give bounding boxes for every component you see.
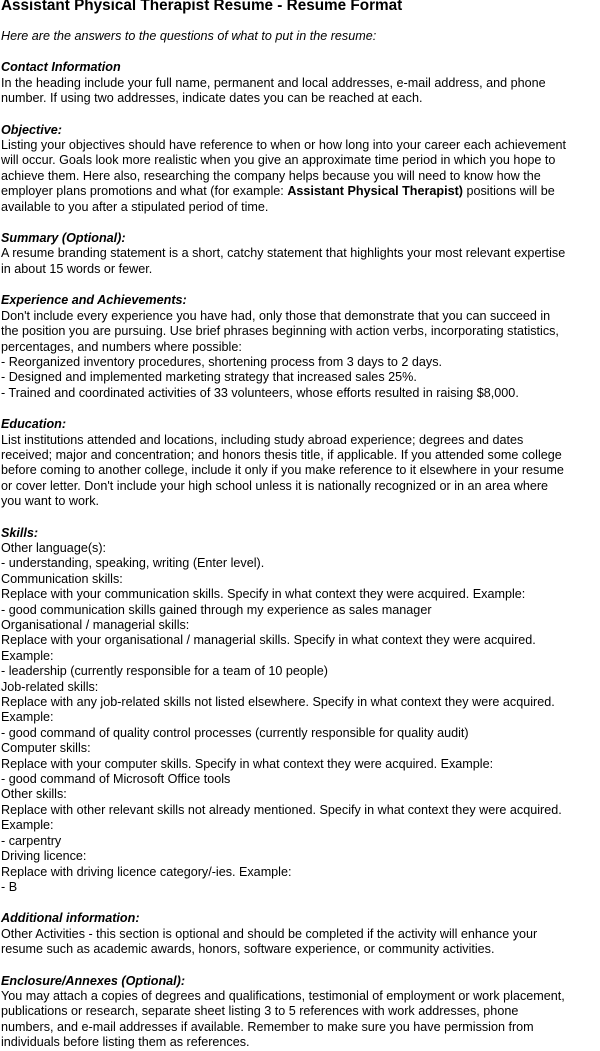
skills-line: Replace with your communication skills. Specify in what context they were acquired. Example:: [1, 587, 526, 602]
skills-line: Job-related skills:: [1, 679, 99, 694]
paragraph-line: you want to work.: [1, 494, 99, 509]
skills-line: - good command of Microsoft Office tools: [1, 772, 231, 787]
list-item: - Reorganized inventory procedures, shortening process from 3 days to 2 days.: [1, 354, 443, 369]
skills-line: - carpentry: [1, 833, 62, 848]
skills-line: Example:: [1, 818, 54, 833]
skills-line: Replace with any job-related skills not listed elsewhere. Specify in what context they were acquired.: [1, 695, 555, 710]
paragraph-line: will occur. Goals look more realistic when you give an approximate time period in which you hope to: [1, 153, 556, 168]
paragraph-line: number. If using two addresses, indicate dates you can be reached at each.: [1, 91, 423, 106]
section-heading-education: Education:: [1, 417, 67, 432]
section-heading-enclosure: Enclosure/Annexes (Optional):: [1, 973, 186, 988]
skills-line: Organisational / managerial skills:: [1, 618, 190, 632]
section-heading-contact: Contact Information: [1, 60, 121, 75]
paragraph-line: percentages, and numbers where possible:: [1, 339, 242, 354]
skills-line: Example:: [1, 648, 54, 663]
text-run: positions will be: [463, 184, 555, 199]
skills-line: Replace with driving licence category/-ies. Example:: [1, 864, 292, 879]
skills-line: Computer skills:: [1, 741, 91, 756]
intro-text: Here are the answers to the questions of what to put in the resume:: [1, 29, 377, 43]
skills-line: Other language(s):: [1, 540, 107, 555]
skills-line: Driving licence:: [1, 849, 87, 864]
paragraph-line: Don't include every experience you have had, only those that demonstrate that you can succeed in: [1, 308, 551, 323]
skills-line: Other skills:: [1, 787, 67, 802]
paragraph-line: A resume branding statement is a short, catchy statement that highlights your most relevant expertise: [1, 246, 566, 261]
page-title: Assistant Physical Therapist Resume - Resume Format: [1, 0, 403, 14]
paragraph-line: [1, 184, 600, 199]
paragraph-line: List institutions attended and locations, including study abroad experience; degrees and dates: [1, 432, 524, 447]
skills-line: Example:: [1, 710, 54, 725]
list-item: - Designed and implemented marketing strategy that increased sales 25%.: [1, 370, 417, 385]
paragraph-line: You may attach a copies of degrees and qualifications, testimonial of employment or work placement,: [1, 988, 565, 1003]
paragraph-line: Listing your objectives should have reference to when or how long into your career each achievement: [1, 138, 566, 153]
job-title-emphasis: Assistant Physical Therapist): [287, 184, 463, 199]
list-item: - Trained and coordinated activities of 33 volunteers, whose efforts resulted in raising $8,000.: [1, 385, 519, 400]
paragraph-line: numbers, and e-mail addresses if available. Remember to make sure you have permission from: [1, 1019, 534, 1034]
section-summary: [1, 231, 600, 277]
skills-line: Communication skills:: [1, 571, 123, 586]
skills-line: Replace with other relevant skills not already mentioned. Specify in what context they were acquired.: [1, 802, 562, 817]
skills-line: - understanding, speaking, writing (Enter level).: [1, 556, 265, 571]
paragraph-line: publications or research, separate sheet listing 3 to 5 references with work addresses, phone: [1, 1004, 519, 1019]
skills-line: - good communication skills gained through my experience as sales manager: [1, 602, 432, 617]
paragraph-line: In the heading include your full name, permanent and local addresses, e-mail address, and phone: [1, 75, 546, 90]
paragraph-line: available to you after a stipulated period of time.: [1, 199, 269, 214]
section-heading-summary: Summary (Optional):: [1, 231, 126, 246]
text-run: employer plans promotions and what (for example:: [1, 184, 288, 199]
paragraph-line: achieve them. Here also, researching the company helps because you will need to know how the: [1, 168, 541, 183]
paragraph-line: the position you are pursuing. Use brief phrases beginning with action verbs, incorporating statistics,: [1, 324, 559, 339]
section-heading-objective: Objective:: [1, 122, 62, 137]
section-heading-skills: Skills:: [1, 525, 39, 540]
skills-line: - leadership (currently responsible for a team of 10 people): [1, 664, 328, 679]
paragraph-line: in about 15 words or fewer.: [1, 261, 153, 276]
paragraph-line: or cover letter. Don't include your high school unless it is nationally recognized or in an area where: [1, 478, 549, 493]
skills-line: Replace with your computer skills. Specify in what context they were acquired. Example:: [1, 756, 494, 771]
section-contact: [1, 60, 600, 106]
paragraph-line: before coming to another college, include it only if you make reference to it elsewhere in your resume: [1, 463, 564, 478]
section-objective: [1, 123, 600, 215]
section-education: [1, 417, 600, 509]
section-enclosure: [1, 974, 600, 1051]
section-heading-additional: Additional information:: [1, 911, 140, 926]
paragraph-line: received; major and concentration; and honors thesis title, if applicable. If you attended some college: [1, 447, 562, 462]
skills-line: - B: [1, 879, 18, 894]
paragraph-line: resume such as academic awards, honors, software experience, or community activities.: [1, 942, 495, 957]
section-heading-experience: Experience and Achievements:: [1, 293, 187, 308]
paragraph-line: Other Activities - this section is optional and should be completed if the activity will enhance your: [1, 926, 538, 941]
section-additional: [1, 911, 600, 957]
section-skills: [1, 526, 600, 896]
skills-line: Replace with your organisational / managerial skills. Specify in what context they were acquired.: [1, 633, 536, 648]
section-experience: [1, 293, 600, 401]
skills-line: - good command of quality control processes (currently responsible for quality audit): [1, 725, 469, 740]
paragraph-line: individuals before listing them as references.: [1, 1035, 250, 1050]
